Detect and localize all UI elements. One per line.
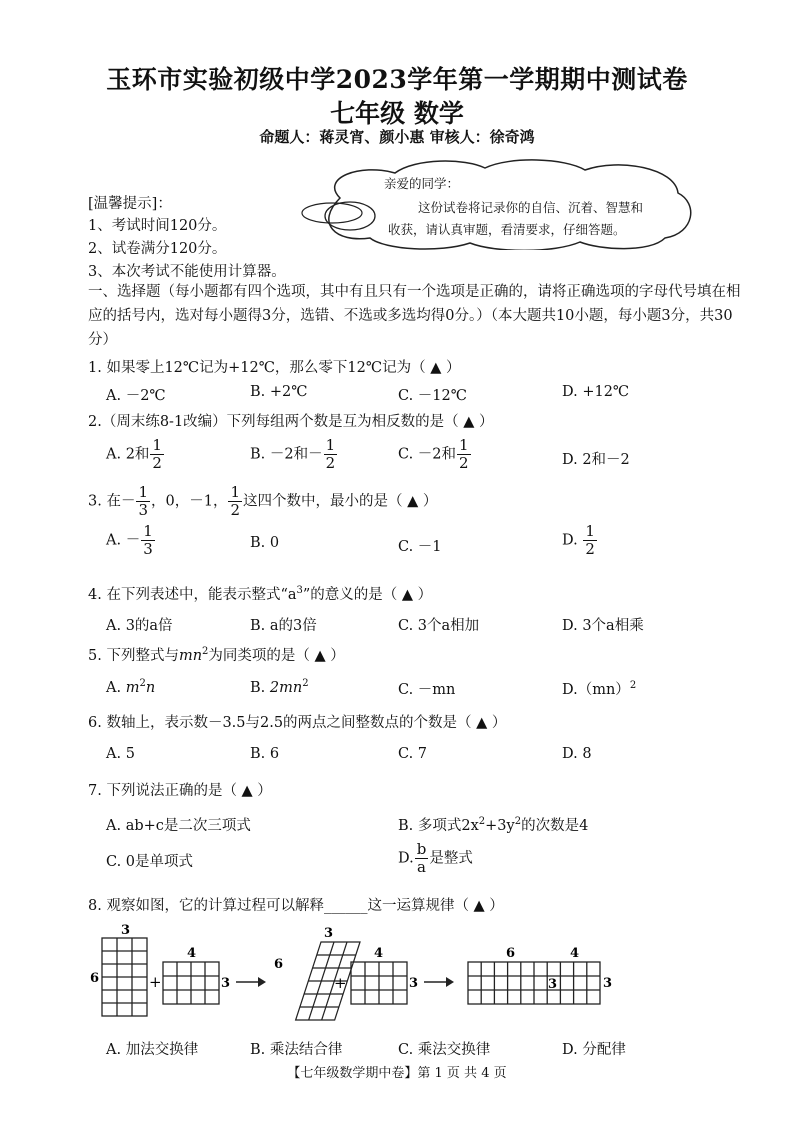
exam-title: 玉环市实验初级中学2023学年第一学期期中测试卷 <box>106 65 688 94</box>
cloud-line-2: 收获，请认真审题，看清要求，仔细答题。 <box>388 222 626 237</box>
fraction-denominator: 3 <box>138 501 148 519</box>
label-3: 3 <box>324 926 334 941</box>
q4-option-c: C. 3个a相加 <box>398 618 480 634</box>
q7-b-post: 的次数是4 <box>521 818 589 834</box>
fraction-denominator: 2 <box>230 501 240 519</box>
fraction-denominator: 2 <box>459 454 469 472</box>
q2-b-prefix: B. －2和－ <box>250 446 323 463</box>
q4-stem-sup: 3 <box>296 585 303 597</box>
q5-stem-post: 为同类项的是（ ▲ ） <box>208 648 345 664</box>
fraction <box>136 485 150 518</box>
q4-stem-pre: 4. 在下列表述中，能表示整式“a <box>88 587 297 603</box>
q5-stem <box>88 644 345 665</box>
q6-option-a: A. 5 <box>106 746 135 762</box>
fraction-numerator: 1 <box>459 436 469 454</box>
tips-heading: [温馨提示]： <box>88 196 172 212</box>
cloud-line-1: 这份试卷将记录你的自信、沉着、智慧和 <box>418 200 644 215</box>
label-3: 3 <box>409 976 419 991</box>
label-3: 3 <box>121 923 131 938</box>
fraction-numerator: 1 <box>230 483 240 501</box>
exam-subtitle: 七年级 数学 <box>330 99 464 128</box>
q3-a-prefix: A. － <box>106 532 141 549</box>
fraction <box>583 524 597 557</box>
plus-sign: + <box>149 973 162 991</box>
q8-stem: 8. 观察如图，它的计算过程可以解释______这一运算规律（ ▲ ） <box>88 898 504 914</box>
q5-b-term: 2mn <box>269 679 303 696</box>
q7-b-sup2: 2 <box>514 816 522 828</box>
label-6: 6 <box>274 957 284 972</box>
label-3: 3 <box>603 976 613 991</box>
tip-item: 2、试卷满分120分。 <box>88 241 227 257</box>
q5-d-sup: 2 <box>629 680 637 692</box>
grid-4x3 <box>351 962 407 1004</box>
q8-option-a: A. 加法交换律 <box>106 1042 199 1058</box>
fraction-denominator: 2 <box>152 454 162 472</box>
cloud-greeting: 亲爱的同学： <box>384 176 460 191</box>
q2-a-prefix: A. 2和 <box>106 446 150 463</box>
q1-stem: 1. 如果零上12℃记为+12℃，那么零下12℃记为（ ▲ ） <box>88 360 461 376</box>
fraction-numerator: b <box>416 840 427 858</box>
q5-stem-pre: 5. 下列整式与 <box>88 648 179 664</box>
q5-a-sup: 2 <box>139 678 146 689</box>
q6-option-d: D. 8 <box>562 746 592 762</box>
q3-option-b: B. 0 <box>250 535 280 551</box>
label-4: 4 <box>187 946 197 961</box>
q1-option-b: B. +2℃ <box>250 384 308 400</box>
q3-stem-pre: 3. 在－ <box>88 493 136 510</box>
q3-stem <box>88 485 437 518</box>
q4-stem <box>88 583 432 604</box>
fraction <box>228 485 242 518</box>
q3-option-d <box>562 524 598 557</box>
q8-option-b: B. 乘法结合律 <box>250 1042 343 1058</box>
q5-option-d <box>562 678 636 699</box>
q2-option-c <box>398 438 472 471</box>
q5-stem-var: mn <box>178 648 203 664</box>
q4-option-b: B. a的3倍 <box>250 618 317 634</box>
q4-option-d: D. 3个a相乘 <box>562 618 644 634</box>
q7-option-b <box>398 814 588 835</box>
label-4: 4 <box>374 946 384 961</box>
fraction-numerator: 1 <box>138 483 148 501</box>
tip-item: 1、考试时间120分。 <box>88 218 227 234</box>
q2-option-d: D. 2和－2 <box>562 452 630 468</box>
q8-option-d: D. 分配律 <box>562 1042 626 1058</box>
q1-option-c: C. －12℃ <box>398 388 467 404</box>
q2-option-a <box>106 438 165 471</box>
q7-option-c: C. 0是单项式 <box>106 854 194 870</box>
q1-option-d: D. +12℃ <box>562 384 630 400</box>
q7-option-a: A. ab+c是二次三项式 <box>106 818 251 834</box>
q7-b-sup1: 2 <box>478 816 486 828</box>
q3-stem-post: 这四个数中，最小的是（ ▲ ） <box>243 493 438 510</box>
label-4: 4 <box>570 946 580 961</box>
arrow-icon <box>236 977 266 987</box>
q5-a-n: n <box>145 679 156 696</box>
q3-d-prefix: D. <box>562 532 578 549</box>
fraction <box>415 842 429 875</box>
q6-option-c: C. 7 <box>398 746 428 762</box>
section-intro: 一、选择题（每小题都有四个选项，其中有且只有一个选项是正确的，请将正确选项的字母代号填在相应的括号内，选对每小题得3分，选错、不选或多选均得0分。）（本大题共10小题，每小题3分，共30分） <box>88 284 741 348</box>
fraction-denominator: 2 <box>585 540 595 558</box>
label-3: 3 <box>548 977 558 992</box>
fraction <box>141 524 155 557</box>
q5-d-prefix: D.（mn） <box>562 682 630 698</box>
q5-stem-sup: 2 <box>202 646 209 658</box>
q5-b-prefix: B. <box>250 679 266 696</box>
label-3: 3 <box>221 976 231 991</box>
q2-option-b <box>250 438 338 471</box>
fraction-numerator: 1 <box>152 436 162 454</box>
q7-d-prefix: D. <box>398 850 414 867</box>
label-6: 6 <box>90 971 100 986</box>
grid-slanted <box>296 942 360 1020</box>
q5-a-m: m <box>125 679 140 696</box>
q4-stem-post: ”的意义的是（ ▲ ） <box>302 587 433 603</box>
fraction-denominator: 2 <box>325 454 336 472</box>
fraction <box>150 438 164 471</box>
q8-figure <box>88 920 628 1030</box>
q7-option-d <box>398 842 473 875</box>
fraction <box>457 438 471 471</box>
q7-b-mid: +3y <box>485 818 515 834</box>
q4-option-a: A. 3的a倍 <box>106 618 173 634</box>
grid-10x3 <box>468 962 600 1004</box>
q5-b-sup: 2 <box>302 678 309 689</box>
tip-item: 3、本次考试不能使用计算器。 <box>88 264 286 280</box>
q2-stem: 2.（周末练8-1改编）下列每组两个数是互为相反数的是（ ▲ ） <box>88 414 494 430</box>
label-6: 6 <box>506 946 516 961</box>
q3-option-a <box>106 524 156 557</box>
q3-stem-mid: ，0，－1， <box>151 493 228 510</box>
q7-d-post: 是整式 <box>429 850 473 867</box>
fraction-numerator: 1 <box>143 522 153 540</box>
arrow-icon <box>424 977 454 987</box>
q7-b-pre: B. 多项式2x <box>398 818 479 834</box>
exam-authors: 命题人：蒋灵宵、颜小惠 审核人：徐奇鸿 <box>259 128 535 146</box>
q6-option-b: B. 6 <box>250 746 280 762</box>
grid-3x6 <box>102 938 147 1016</box>
fraction-denominator: a <box>417 858 426 876</box>
q6-stem: 6. 数轴上，表示数－3.5与2.5的两点之间整数点的个数是（ ▲ ） <box>88 715 507 731</box>
q5-option-c: C. －mn <box>398 682 456 698</box>
q5-option-a <box>106 678 155 696</box>
q5-a-prefix: A. <box>106 679 122 696</box>
q2-c-prefix: C. －2和 <box>398 446 457 463</box>
fraction-denominator: 3 <box>143 540 153 558</box>
fraction <box>324 438 338 471</box>
q5-option-b <box>250 678 309 696</box>
page-footer: 【七年级数学期中卷】第 1 页 共 4 页 <box>287 1066 507 1081</box>
fraction-numerator: 1 <box>325 436 336 454</box>
q3-option-c: C. －1 <box>398 539 442 555</box>
grid-4x3 <box>163 962 219 1004</box>
q7-stem: 7. 下列说法正确的是（ ▲ ） <box>88 783 272 799</box>
q1-option-a: A. －2℃ <box>106 388 166 404</box>
q8-option-c: C. 乘法交换律 <box>398 1042 491 1058</box>
fraction-numerator: 1 <box>585 522 595 540</box>
plus-sign: + <box>334 974 347 992</box>
